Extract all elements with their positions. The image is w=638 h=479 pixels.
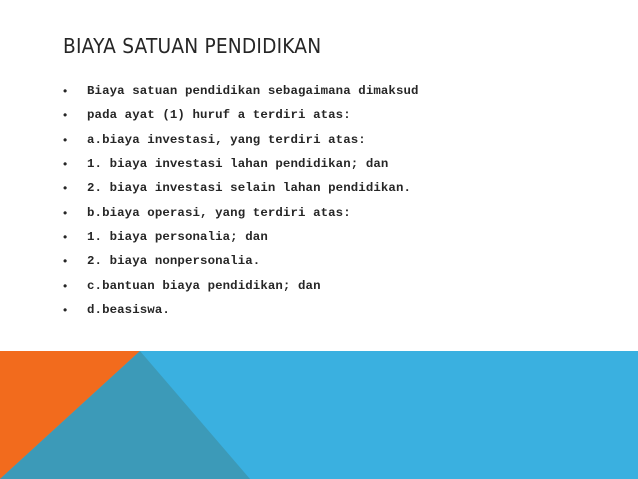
bullet-text: 1. biaya investasi lahan pendidikan; dan [87,157,389,172]
bullet-icon: • [63,278,68,293]
bullet-text: Biaya satuan pendidikan sebagaimana dimaksud [87,84,419,99]
bullet-text: a.biaya investasi, yang terdiri atas: [87,132,366,147]
bullet-icon: • [63,205,68,220]
bullet-text: pada ayat (1) huruf a terdiri atas: [87,108,351,123]
bullet-icon: • [63,302,68,317]
slide-title: BIAYA SATUAN PENDIDIKAN [63,34,322,58]
bullet-icon: • [63,157,68,172]
bullet-icon: • [63,181,68,196]
bullet-text: 2. biaya nonpersonalia. [87,254,261,269]
bullet-text: 1. biaya personalia; dan [87,229,268,244]
bullet-text: c.bantuan biaya pendidikan; dan [87,278,321,293]
bullet-text: 2. biaya investasi selain lahan pendidikan. [87,181,412,196]
bullet-icon: • [63,254,68,269]
bullet-icon: • [63,108,68,123]
bullet-icon: • [63,229,68,244]
bullet-icon: • [63,84,68,99]
bullet-text: b.biaya operasi, yang terdiri atas: [87,205,351,220]
bullet-icon: • [63,132,68,147]
bullet-text: d.beasiswa. [87,302,170,317]
